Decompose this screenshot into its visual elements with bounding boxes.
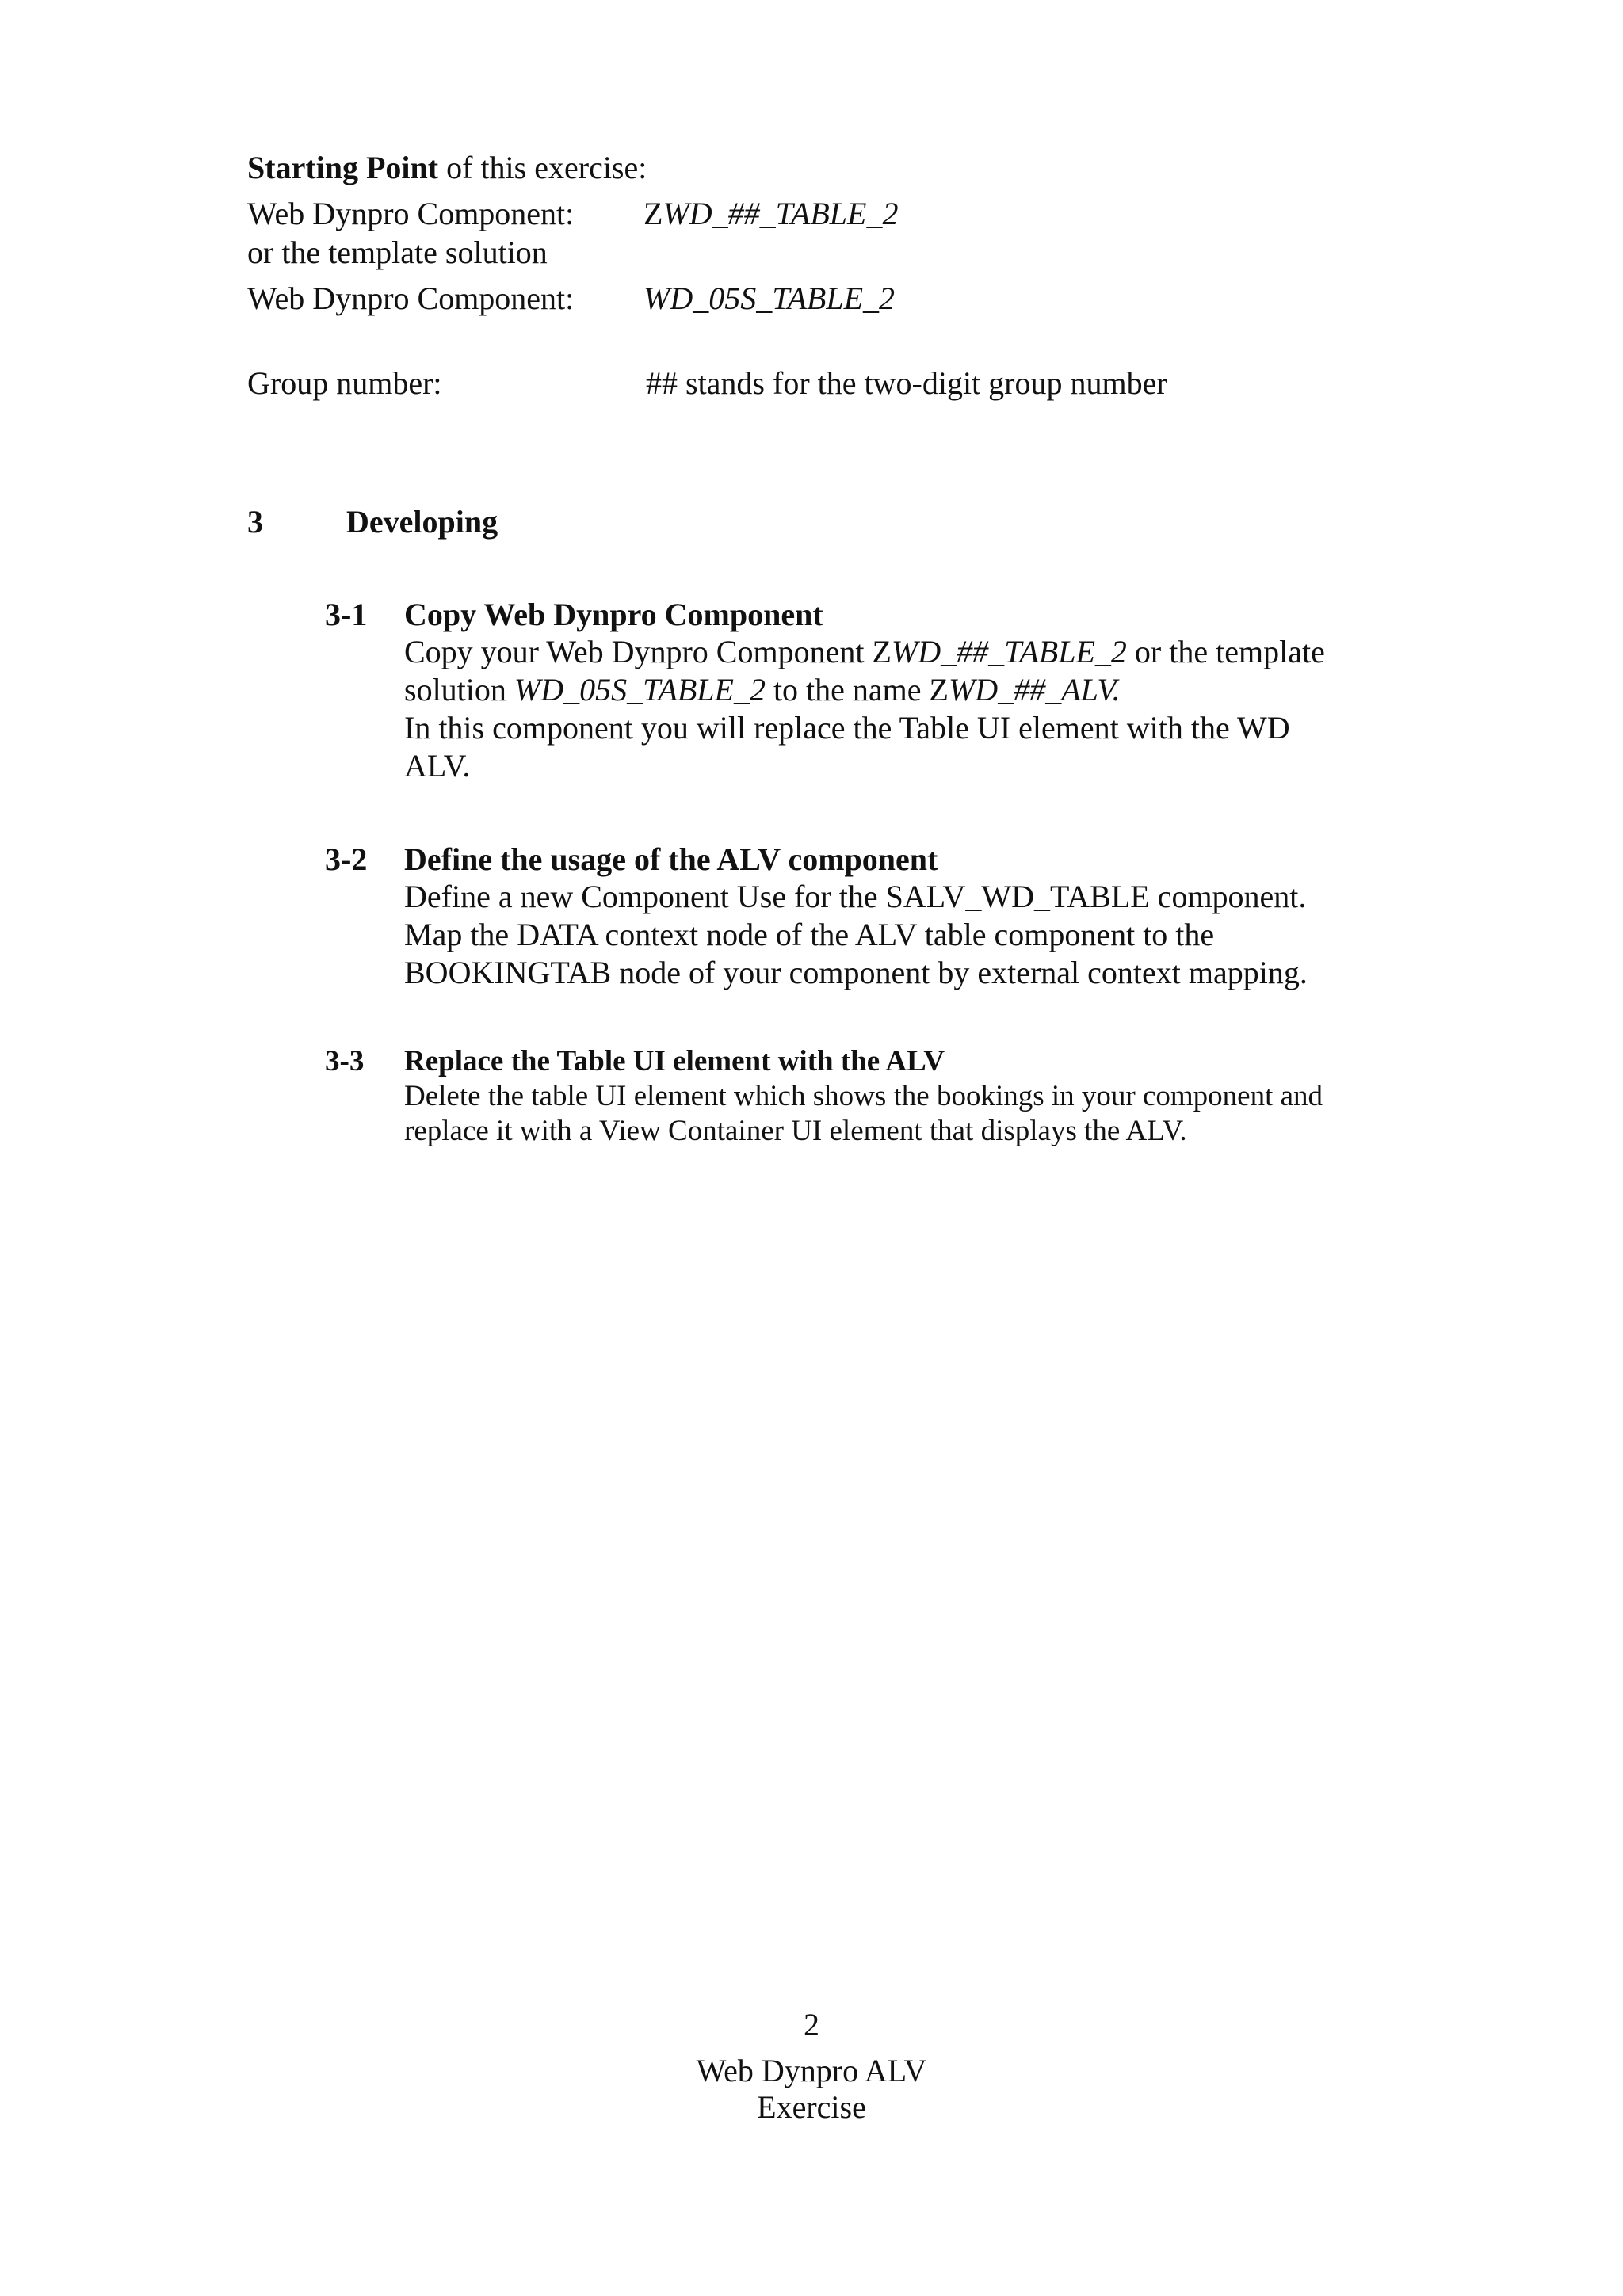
group-number-value: ## stands for the two-digit group number [646,365,1167,401]
step-3-1-component: WD_##_TABLE_2 [891,634,1127,669]
component-value-2: WD_05S_TABLE_2 [643,280,896,316]
step-3-1-line-2 [404,671,1121,709]
step-3-1-line-4: ALV. [404,748,471,784]
step-3-1-target: WD_##_ALV. [948,672,1121,707]
step-3-1-template: WD_05S_TABLE_2 [514,672,766,707]
starting-point-label-rest: of this exercise: [438,150,647,185]
step-3-3-line-1: Delete the table UI element which shows the bookings in your component and [404,1080,1323,1112]
step-3-1-line-1 [404,633,1325,671]
step-number-3-1: 3-1 [325,597,368,632]
step-3-1-line-3: In this component you will replace the Table UI element with the WD [404,710,1290,746]
step-3-1-text-2: solution [404,672,514,707]
starting-point-heading [247,149,647,187]
page-number: 2 [804,2007,819,2042]
component-value-1 [643,195,898,233]
component-value-1-name: WD_##_TABLE_2 [663,196,899,231]
step-title-3-3: Replace the Table UI element with the ALV [404,1045,945,1077]
step-title-3-1: Copy Web Dynpro Component [404,597,823,632]
section-title: Developing [346,504,498,540]
step-number-3-2: 3-2 [325,841,368,877]
starting-point-label: Starting Point [247,150,439,185]
footer-title: Web Dynpro ALV [696,2053,927,2088]
component-label-1: Web Dynpro Component: [247,196,575,231]
component-value-1-prefix: Z [643,196,663,231]
footer-subtitle: Exercise [757,2089,866,2125]
template-solution-label: or the template solution [247,235,548,270]
step-3-1-text-end: or the template [1126,634,1325,669]
step-number-3-3: 3-3 [325,1045,365,1077]
section-number: 3 [247,504,263,540]
step-3-2-line-3: BOOKINGTAB node of your component by external context mapping. [404,955,1308,990]
group-number-label: Group number: [247,365,442,401]
step-title-3-2: Define the usage of the ALV component [404,841,938,877]
step-3-2-line-1: Define a new Component Use for the SALV_WD_TABLE component. [404,879,1307,914]
step-3-1-text-3: to the name Z [765,672,949,707]
component-label-2: Web Dynpro Component: [247,280,575,316]
step-3-1-text: Copy your Web Dynpro Component Z [404,634,892,669]
step-3-2-line-2: Map the DATA context node of the ALV table component to the [404,917,1215,952]
step-3-3-line-2: replace it with a View Container UI element that displays the ALV. [404,1115,1187,1147]
